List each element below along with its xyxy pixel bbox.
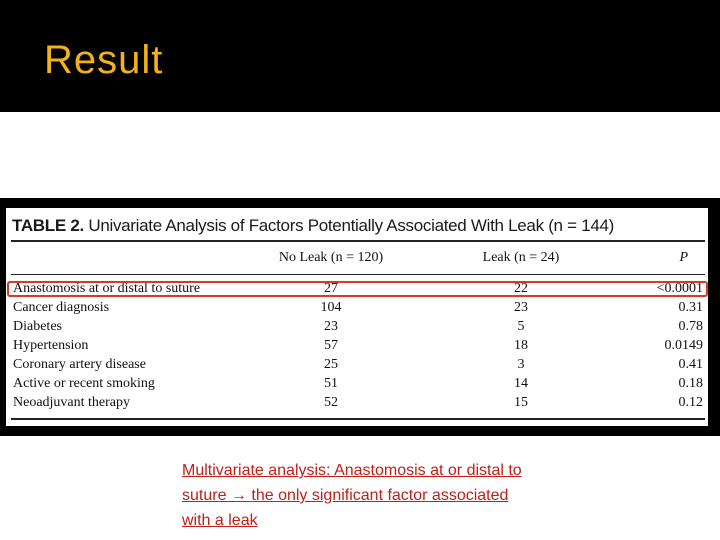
factor-cell: Diabetes (13, 319, 62, 334)
p-cell: 0.41 (678, 357, 703, 372)
no-leak-cell: 27 (324, 281, 338, 296)
table-row (11, 394, 705, 413)
p-cell: 0.78 (678, 319, 703, 334)
highlight-box (7, 281, 708, 297)
no-leak-cell: 23 (324, 319, 338, 334)
p-cell: 0.18 (678, 376, 703, 391)
header-rule (11, 274, 705, 275)
header-leak: Leak (n = 24) (482, 250, 560, 265)
no-leak-cell: 25 (324, 357, 338, 372)
factor-cell: Cancer diagnosis (13, 300, 110, 315)
no-leak-cell: 51 (324, 376, 338, 391)
factor-cell: Anastomosis at or distal to suture (13, 281, 201, 296)
factor-cell: Coronary artery disease (13, 357, 146, 372)
arrow-icon: → (230, 487, 247, 504)
table-figure (6, 208, 708, 426)
no-leak-cell: 104 (320, 300, 342, 315)
factor-cell: Hypertension (13, 338, 89, 353)
p-cell: 0.12 (678, 395, 703, 410)
factor-cell: Neoadjuvant therapy (13, 395, 131, 410)
p-cell: 0.0149 (664, 338, 703, 353)
leak-cell: 3 (517, 357, 525, 372)
no-leak-cell: 57 (324, 338, 338, 353)
header-p: P (679, 250, 688, 265)
table-caption (12, 216, 614, 236)
top-rule (11, 240, 705, 242)
table-row (11, 318, 705, 337)
p-cell: <0.0001 (656, 281, 703, 296)
table-caption-label: TABLE 2. (12, 216, 84, 235)
header-no-leak: No Leak (n = 120) (278, 250, 384, 265)
p-cell: 0.31 (678, 300, 703, 315)
factor-cell: Active or recent smoking (13, 376, 155, 391)
table-row (11, 356, 705, 375)
leak-cell: 23 (514, 300, 528, 315)
leak-cell: 14 (514, 376, 528, 391)
table-row (11, 299, 705, 318)
table-caption-text: Univariate Analysis of Factors Potentially Associated With Leak (n = 144) (88, 216, 615, 235)
leak-cell: 15 (514, 395, 528, 410)
no-leak-cell: 52 (324, 395, 338, 410)
table-row (11, 375, 705, 394)
leak-cell: 18 (514, 338, 528, 353)
leak-cell: 22 (514, 281, 528, 296)
slide-title: Result (44, 38, 164, 82)
note-line2: the only significant factor associated with a leak (182, 487, 509, 529)
leak-cell: 5 (517, 319, 525, 334)
conclusion-note (182, 458, 532, 533)
bottom-rule (11, 418, 705, 420)
table-row (11, 337, 705, 356)
note-line1: Multivariate analysis: Anastomosis at or distal to suture (182, 462, 522, 504)
